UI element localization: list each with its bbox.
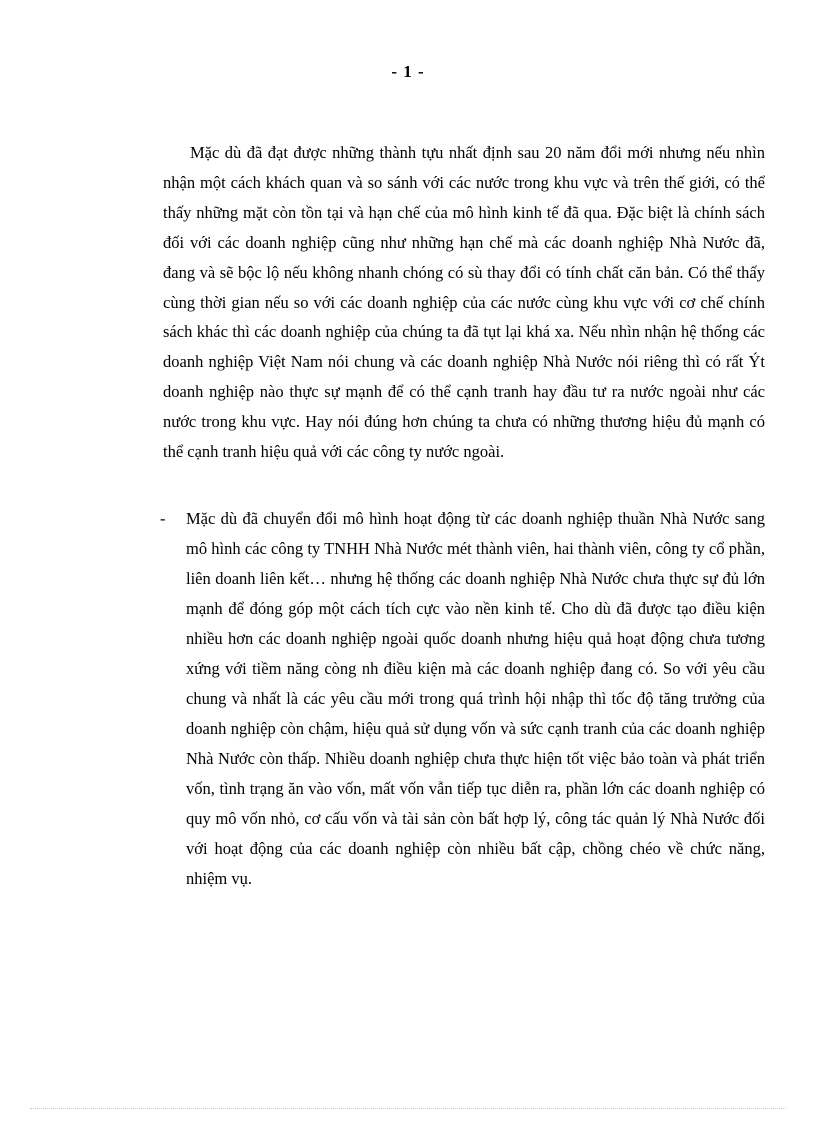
bullet-marker: - [160,509,166,528]
page-number: - 1 - [391,62,425,81]
bullet-paragraph: Mặc dù đã chuyển đổi mô hình hoạt động từ các doanh nghiệp thuần Nhà Nước sang mô hình các công ty TNHH Nhà Nước mét thành viên, hai thành viên, công ty cổ phần, liên doanh liên kết… nhưng hệ thống các doanh nghiệp Nhà Nước chưa thực sự đủ lớn mạnh để đóng góp một cách tích cực vào nền kinh tế. Cho dù đã được tạo điều kiện nhiều hơn các doanh nghiệp ngoài quốc doanh nhưng hiệu quả hoạt động chưa tương xứng với tiềm năng còng nh điều kiện mà các doanh nghiệp đang có. So với yêu cầu chung và nhất là các yêu cầu mới trong quá trình hội nhập thì tốc độ tăng trưởng của doanh nghiệp còn chậm, hiệu quả sử dụng vốn và sức cạnh tranh của các doanh nghiệp Nhà Nước còn thấp. Nhiều doanh nghiệp chưa thực hiện tốt việc bảo toàn và phát triển vốn, tình trạng ăn vào vốn, mất vốn vẫn tiếp tục diễn ra, phần lớn các doanh nghiệp có quy mô vốn nhỏ, cơ cấu vốn và tài sản còn bất hợp lý, công tác quản lý Nhà Nước đối với hoạt động của các doanh nghiệp còn nhiều bất cập, chồng chéo về chức năng, nhiệm vụ. [186,509,765,888]
body-paragraph: Mặc dù đã đạt được những thành tựu nhất định sau 20 năm đổi mới nhưng nếu nhìn nhận một cách khách quan và so sánh với các nước trong khu vực và trên thế giới, có thể thấy những mặt còn tồn tại và hạn chế của mô hình kinh tế đã qua. Đặc biệt là chính sách đối với các doanh nghiệp cũng như những hạn chế mà các doanh nghiệp Nhà Nước đã, đang và sẽ bộc lộ nếu không nhanh chóng có sù thay đổi có tính chất căn bản. Có thể thấy cùng thời gian nếu so với các doanh nghiệp của các nước cùng khu vực với cơ chế chính sách khác thì các doanh nghiệp của chúng ta đã tụt lại khá xa. Nếu nhìn nhận hệ thống các doanh nghiệp Việt Nam nói chung và các doanh nghiệp Nhà Nước nói riêng thì có rất Ýt doanh nghiệp nào thực sự mạnh để có thể cạnh tranh hay đầu tư ra nước ngoài như các nước trong khu vực. Hay nói đúng hơn chúng ta chưa có những thương hiệu đủ mạnh có thể cạnh tranh hiệu quả với các công ty nước ngoài. [163,143,765,462]
page-bottom-divider [30,1108,786,1109]
